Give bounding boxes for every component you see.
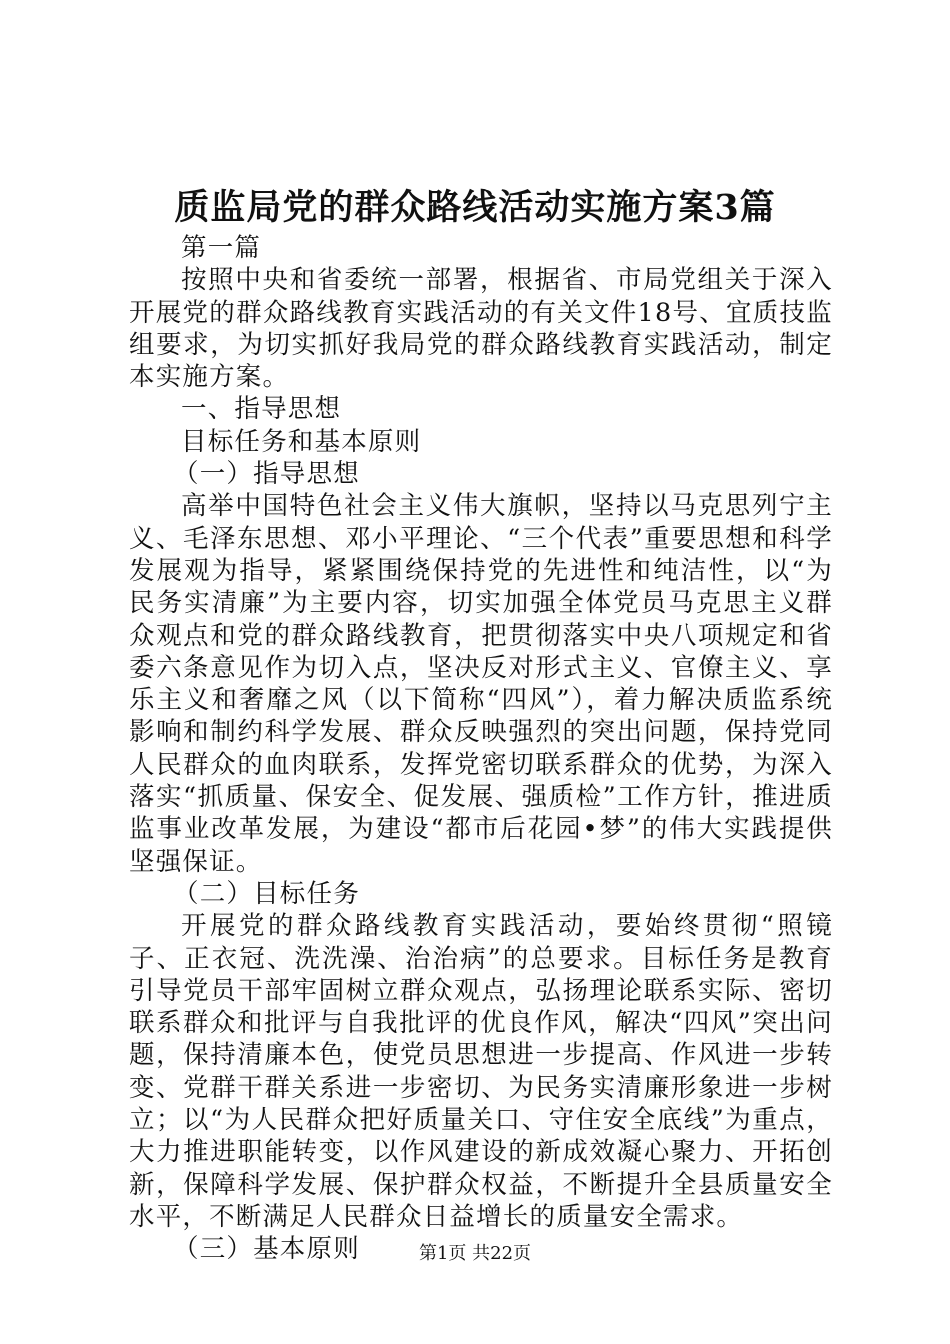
document-title: 质监局党的群众路线活动实施方案3篇 xyxy=(174,187,776,228)
subheading-principles: （三）基本原则 xyxy=(173,1234,360,1265)
page-footer: 第1页 共22页 xyxy=(418,1243,532,1264)
intro-paragraph: 按照中央和省委统一部署，根据省、市局党组关于深入开展党的群众路线教育实践活动的有关文件18号、宜质技监组要求，为切实抓好我局党的群众路线教育实践活动，制定本实施方案。 xyxy=(129,265,833,393)
heading-guiding-thought: 一、指导思想 xyxy=(181,394,342,425)
subheading-guiding-thought: （一）指导思想 xyxy=(173,459,360,490)
guiding-thought-paragraph: 高举中国特色社会主义伟大旗帜，坚持以马克思列宁主义、毛泽东思想、邓小平理论、“三个代表”重要思想和科学发展观为指导，紧紧围绕保持党的先进性和纯洁性，以“为民务实清廉”为主要内容，切实加强全体党员马克思主义群众观点和党的群众路线教育，把贯彻落实中央八项规定和省委六条意见作为切入点，坚决反对形式主义、官僚主义、享乐主义和奢靡之风（以下简称“四风”），着力解决质监系统影响和制约科学发展、群众反映强烈的突出问题，保持党同人民群众的血肉联系，发挥党密切联系群众的优势，为深入落实“抓质量、保安全、促发展、强质检”工作方针，推进质监事业改革发展，为建设“都市后花园•梦”的伟大实践提供坚强保证。 xyxy=(129,491,833,877)
section-label-first: 第一篇 xyxy=(181,233,262,263)
heading-goals-principles: 目标任务和基本原则 xyxy=(181,426,422,457)
goals-paragraph: 开展党的群众路线教育实践活动，要始终贯彻“照镜子、正衣冠、洗洗澡、治治病”的总要求。目标任务是教育引导党员干部牢固树立群众观点，弘扬理论联系实际、密切联系群众和批评与自我批评的优良作风，解决“四风”突出问题，保持清廉本色，使党员思想进一步提高、作风进一步转变、党群干群关系进一步密切、为民务实清廉形象进一步树立；以“为人民群众把好质量关口、守住安全底线”为重点，大力推进职能转变，以作风建设的新成效凝心聚力、开拓创新，保障科学发展、保护群众权益，不断提升全县质量安全水平，不断满足人民群众日益增长的质量安全需求。 xyxy=(129,911,833,1232)
subheading-goals: （二）目标任务 xyxy=(173,878,360,909)
document-body xyxy=(129,232,833,1266)
